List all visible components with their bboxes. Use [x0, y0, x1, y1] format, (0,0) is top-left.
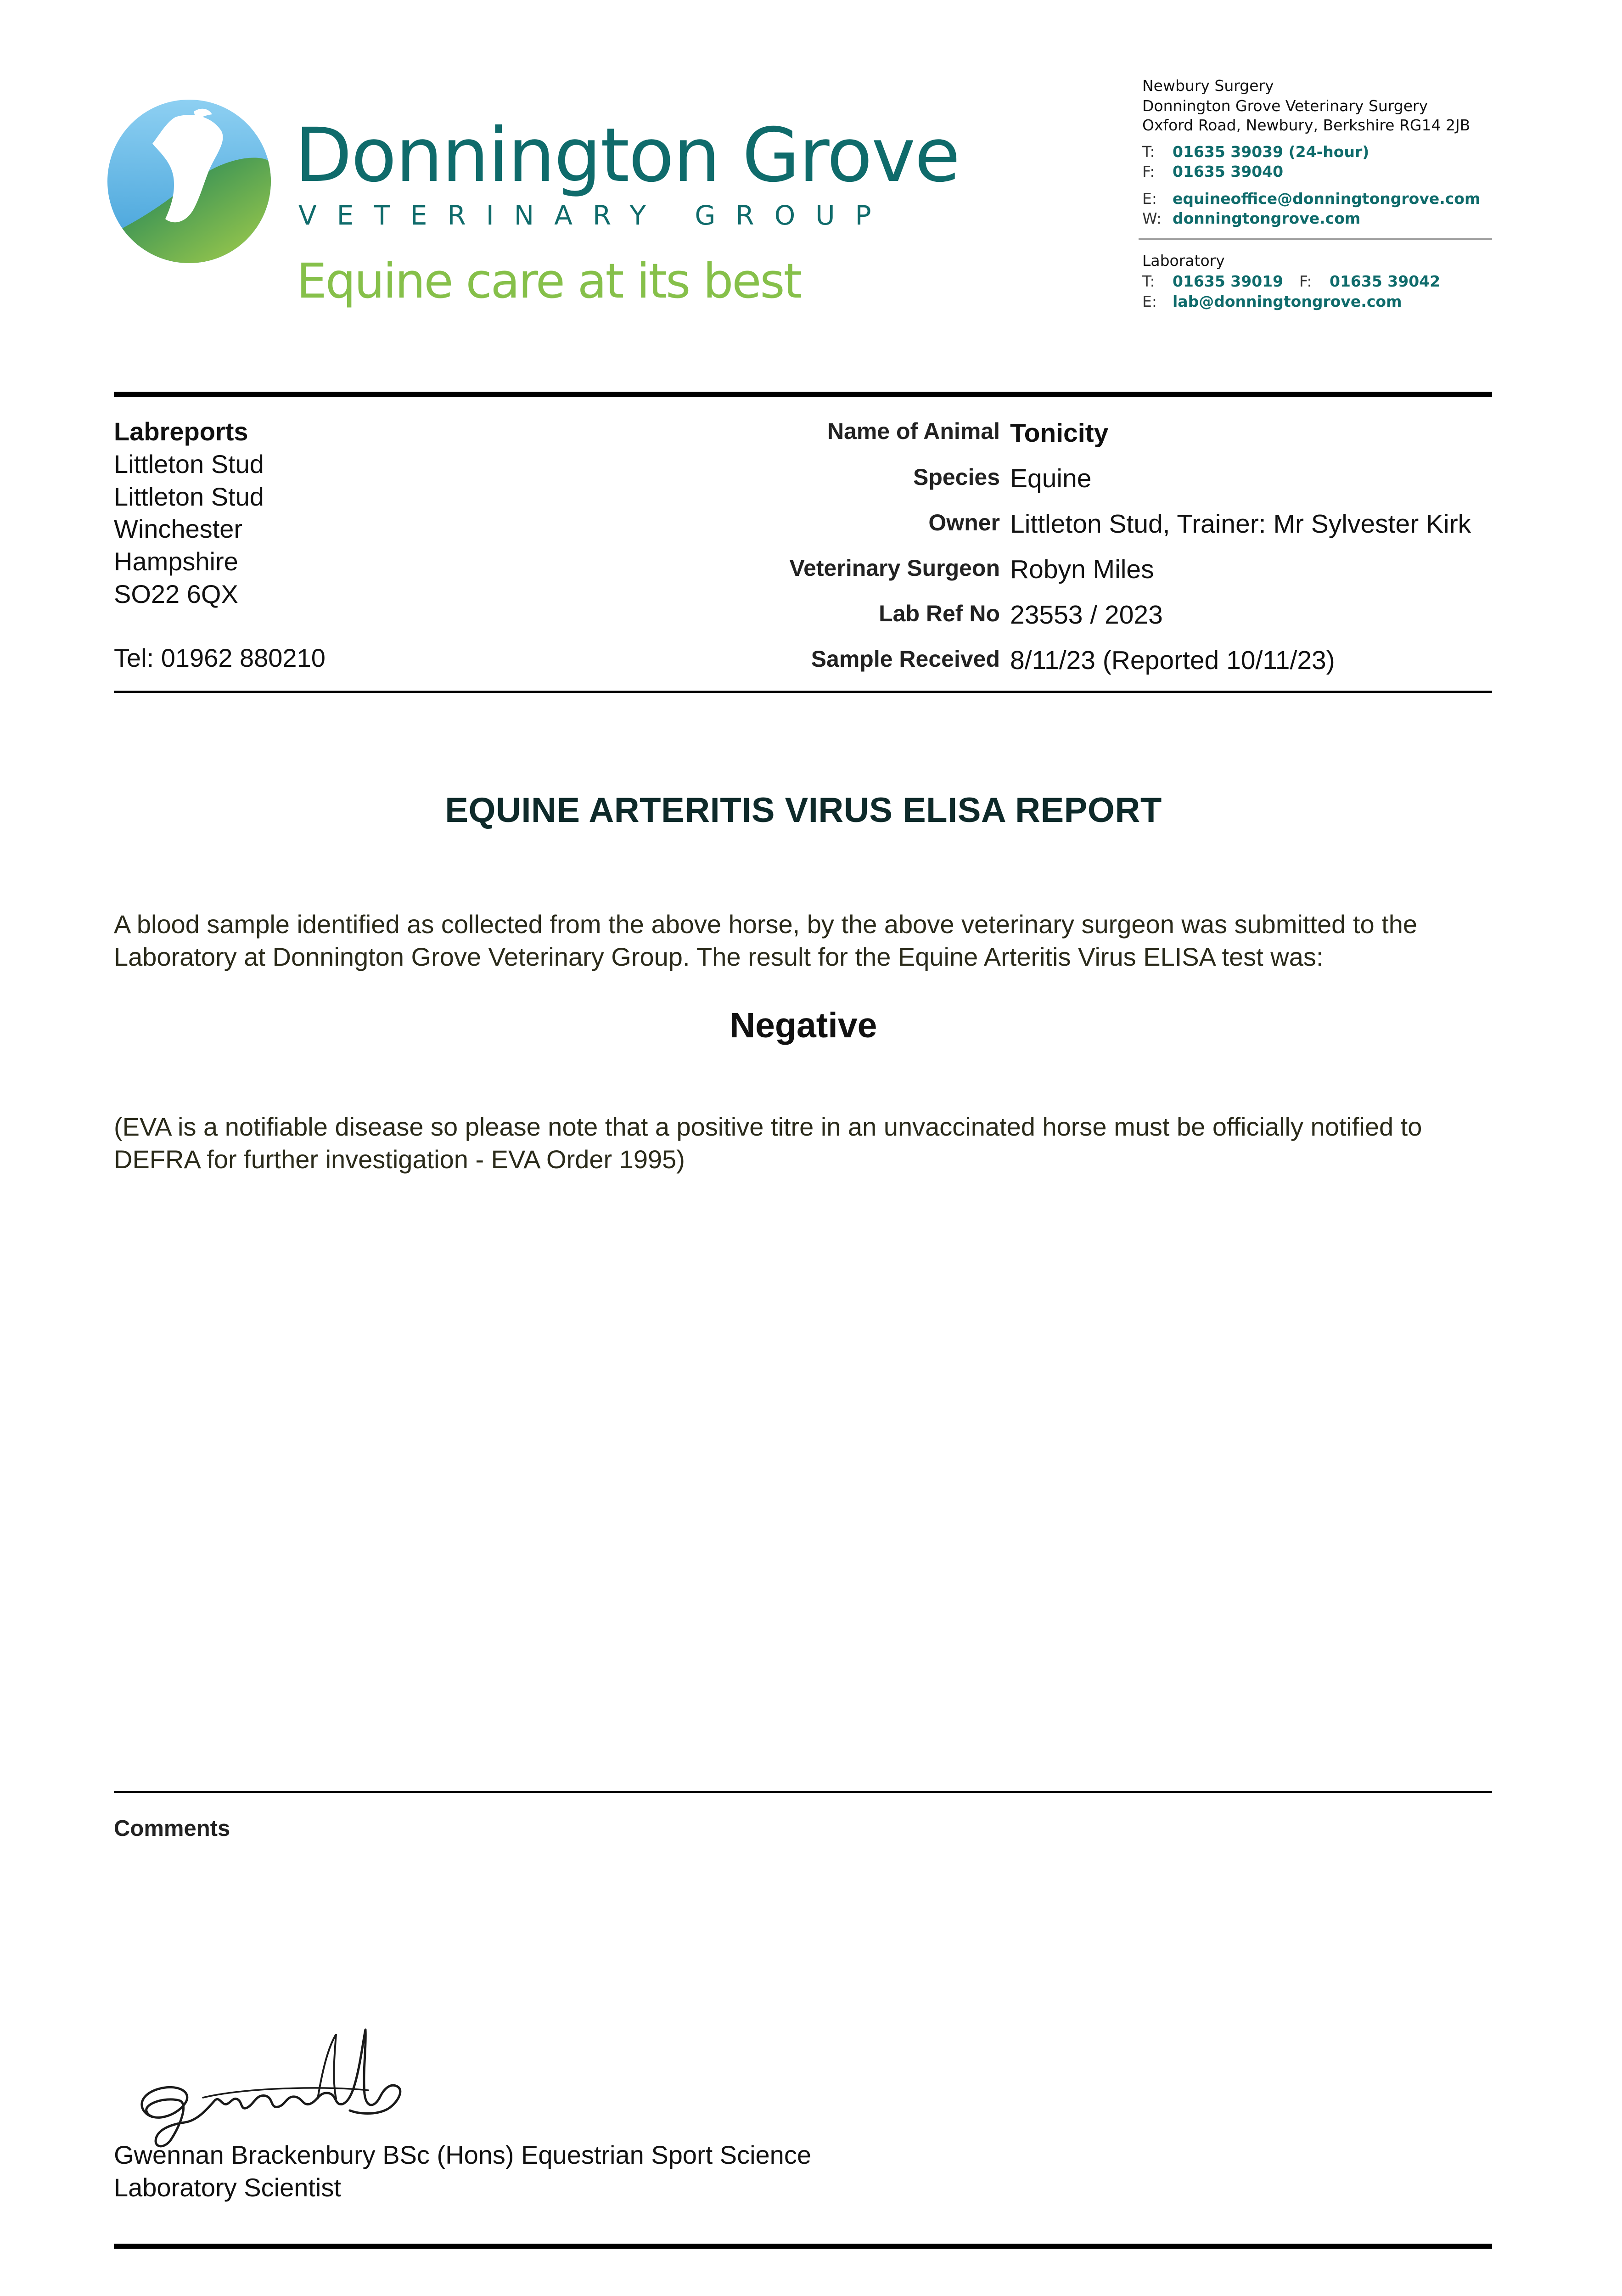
footer-rule — [114, 2244, 1492, 2249]
surgery-web — [1142, 211, 1360, 226]
species-value: Equine — [1010, 464, 1092, 493]
email-key: E: — [1142, 190, 1157, 208]
report-title: EQUINE ARTERITIS VIRUS ELISA REPORT — [445, 791, 1162, 830]
surgery-title: Newbury Surgery — [1142, 77, 1274, 95]
brand-name: Donnington Grove — [295, 113, 960, 199]
lab-tel-value: 01635 39019 — [1173, 272, 1284, 290]
lab-fax-value: 01635 39042 — [1330, 272, 1441, 290]
header-rule — [114, 392, 1492, 397]
lab-ref-label: Lab Ref No — [879, 601, 1000, 626]
tel-key: T: — [1142, 143, 1155, 161]
web-link[interactable]: donningtongrove.com — [1173, 209, 1361, 227]
lab-fax-key: F: — [1299, 272, 1312, 290]
report-note: (EVA is a notifiable disease so please note that a positive titre in an unvaccinated horse must be officially notified to DEFRA for further investigation - EVA Order 1995) — [114, 1112, 1422, 1174]
vet-label: Veterinary Surgeon — [789, 555, 1000, 581]
fax-value: 01635 39040 — [1173, 163, 1284, 180]
signatory-role: Laboratory Scientist — [114, 2173, 341, 2202]
laboratory-title: Laboratory — [1142, 252, 1225, 270]
sample-received-label: Sample Received — [811, 646, 1000, 672]
report-intro: A blood sample identified as collected from the above horse, by the above veterinary surgeon was submitted to the Laboratory at Donnington Grove Veterinary Group. The result for the Equine Arteritis Virus ELISA test was: — [114, 910, 1417, 971]
surgery-email — [1142, 191, 1480, 206]
brand-tagline: Equine care at its best — [297, 253, 801, 309]
contact-divider — [1139, 238, 1492, 240]
fax-key: F: — [1142, 163, 1155, 180]
vet-value: Robyn Miles — [1010, 555, 1154, 584]
info-rule — [114, 691, 1492, 693]
laboratory-phone-fax — [1142, 274, 1440, 289]
client-address-line3: Winchester — [114, 514, 243, 543]
horse-head-logo-icon — [107, 99, 272, 264]
client-address-line4: Hampshire — [114, 547, 238, 576]
signatory-name: Gwennan Brackenbury BSc (Hons) Equestrian Sport Science — [114, 2140, 811, 2169]
surgery-fax — [1142, 164, 1283, 179]
lab-tel-key: T: — [1142, 272, 1155, 290]
tel-value: 01635 39039 (24-hour) — [1173, 143, 1369, 161]
client-name: Labreports — [114, 417, 248, 446]
comments-label: Comments — [114, 1816, 230, 1841]
email-link[interactable]: equineoffice@donningtongrove.com — [1173, 190, 1481, 208]
animal-name-value: Tonicity — [1010, 418, 1109, 448]
animal-name-label: Name of Animal — [827, 418, 1000, 444]
owner-value: Littleton Stud, Trainer: Mr Sylvester Kirk — [1010, 509, 1471, 539]
sample-received-value: 8/11/23 (Reported 10/11/23) — [1010, 646, 1335, 675]
surgery-address-line1: Donnington Grove Veterinary Surgery — [1142, 97, 1428, 115]
owner-label: Owner — [928, 510, 1000, 535]
species-label: Species — [913, 464, 1000, 490]
client-telephone: Tel: 01962 880210 — [114, 643, 326, 672]
comments-rule — [114, 1791, 1492, 1793]
lab-email-link[interactable]: lab@donningtongrove.com — [1173, 293, 1402, 310]
surgery-address-line2: Oxford Road, Newbury, Berkshire RG14 2JB — [1142, 116, 1470, 134]
client-postcode: SO22 6QX — [114, 580, 238, 608]
brand-subtitle: VETERINARY GROUP — [298, 200, 892, 231]
client-address-line2: Littleton Stud — [114, 482, 264, 511]
laboratory-email — [1142, 294, 1402, 309]
lab-email-key: E: — [1142, 293, 1157, 310]
client-address-line1: Littleton Stud — [114, 450, 264, 478]
surgery-telephone — [1142, 144, 1369, 159]
test-result: Negative — [730, 1006, 877, 1045]
lab-ref-value: 23553 / 2023 — [1010, 600, 1163, 630]
web-key: W: — [1142, 209, 1162, 227]
